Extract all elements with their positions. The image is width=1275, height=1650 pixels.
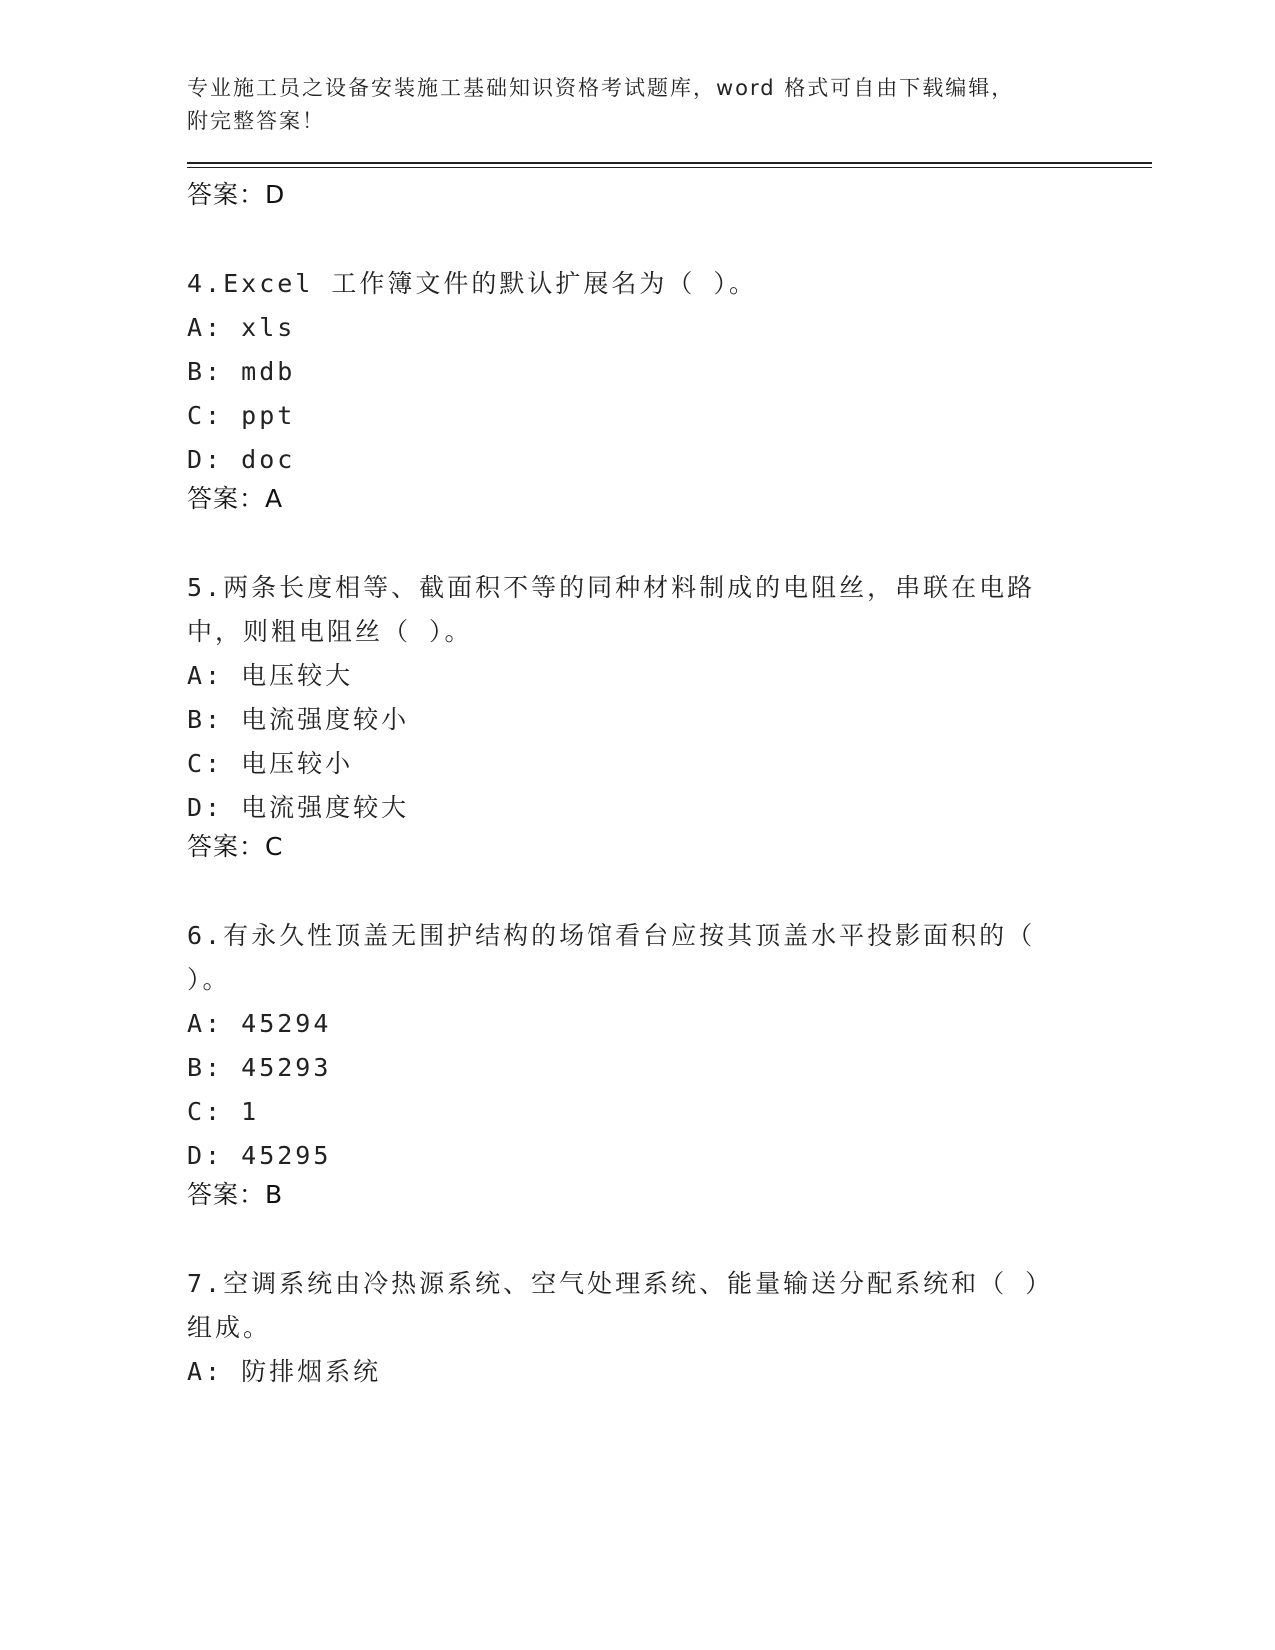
- option-a: A: 电压较大: [187, 661, 354, 690]
- option-c: C: 电压较小: [187, 749, 354, 778]
- option-b: B: 45293: [187, 1053, 332, 1082]
- document-page: [187, 72, 1152, 1394]
- document-header: [187, 72, 1152, 138]
- header-divider-thick: [187, 162, 1152, 164]
- option-a: A: 45294: [187, 1009, 332, 1038]
- question-block-6: [187, 914, 1152, 1212]
- previous-answer: 答案：D: [187, 180, 286, 209]
- question-block-5: [187, 566, 1152, 864]
- answer-label: 答案：A: [187, 484, 284, 513]
- option-a: A: xls: [187, 313, 296, 342]
- question-block-7: [187, 1262, 1152, 1394]
- option-a: A: 防排烟系统: [187, 1357, 382, 1386]
- option-d: D: 电流强度较大: [187, 793, 410, 822]
- answer-label: 答案：C: [187, 832, 284, 861]
- question-text: 7.空调系统由冷热源系统、空气处理系统、能量输送分配系统和（ ）: [187, 1269, 1054, 1298]
- option-b: B: mdb: [187, 357, 296, 386]
- question-text: 5.两条长度相等、截面积不等的同种材料制成的电阻丝，串联在电路: [187, 573, 1036, 602]
- option-d: D: 45295: [187, 1141, 332, 1170]
- question-text-continued: 组成。: [187, 1313, 272, 1342]
- question-text: 6.有永久性顶盖无围护结构的场馆看台应按其顶盖水平投影面积的（: [187, 921, 1036, 950]
- option-d: D: doc: [187, 445, 296, 474]
- option-b: B: 电流强度较小: [187, 705, 410, 734]
- header-line-1: 专业施工员之设备安装施工基础知识资格考试题库，word 格式可自由下载编辑，: [187, 76, 1015, 100]
- header-line-2: 附完整答案！: [187, 109, 325, 133]
- header-divider-thin: [187, 167, 1152, 168]
- question-text-continued: ）。: [187, 965, 231, 994]
- option-c: C: 1: [187, 1097, 260, 1126]
- option-c: C: ppt: [187, 401, 296, 430]
- question-block-4: [187, 262, 1152, 516]
- question-text-continued: 中，则粗电阻丝（ ）。: [187, 617, 473, 646]
- answer-label: 答案：B: [187, 1180, 284, 1209]
- question-text: 4.Excel 工作簿文件的默认扩展名为（ ）。: [187, 269, 757, 298]
